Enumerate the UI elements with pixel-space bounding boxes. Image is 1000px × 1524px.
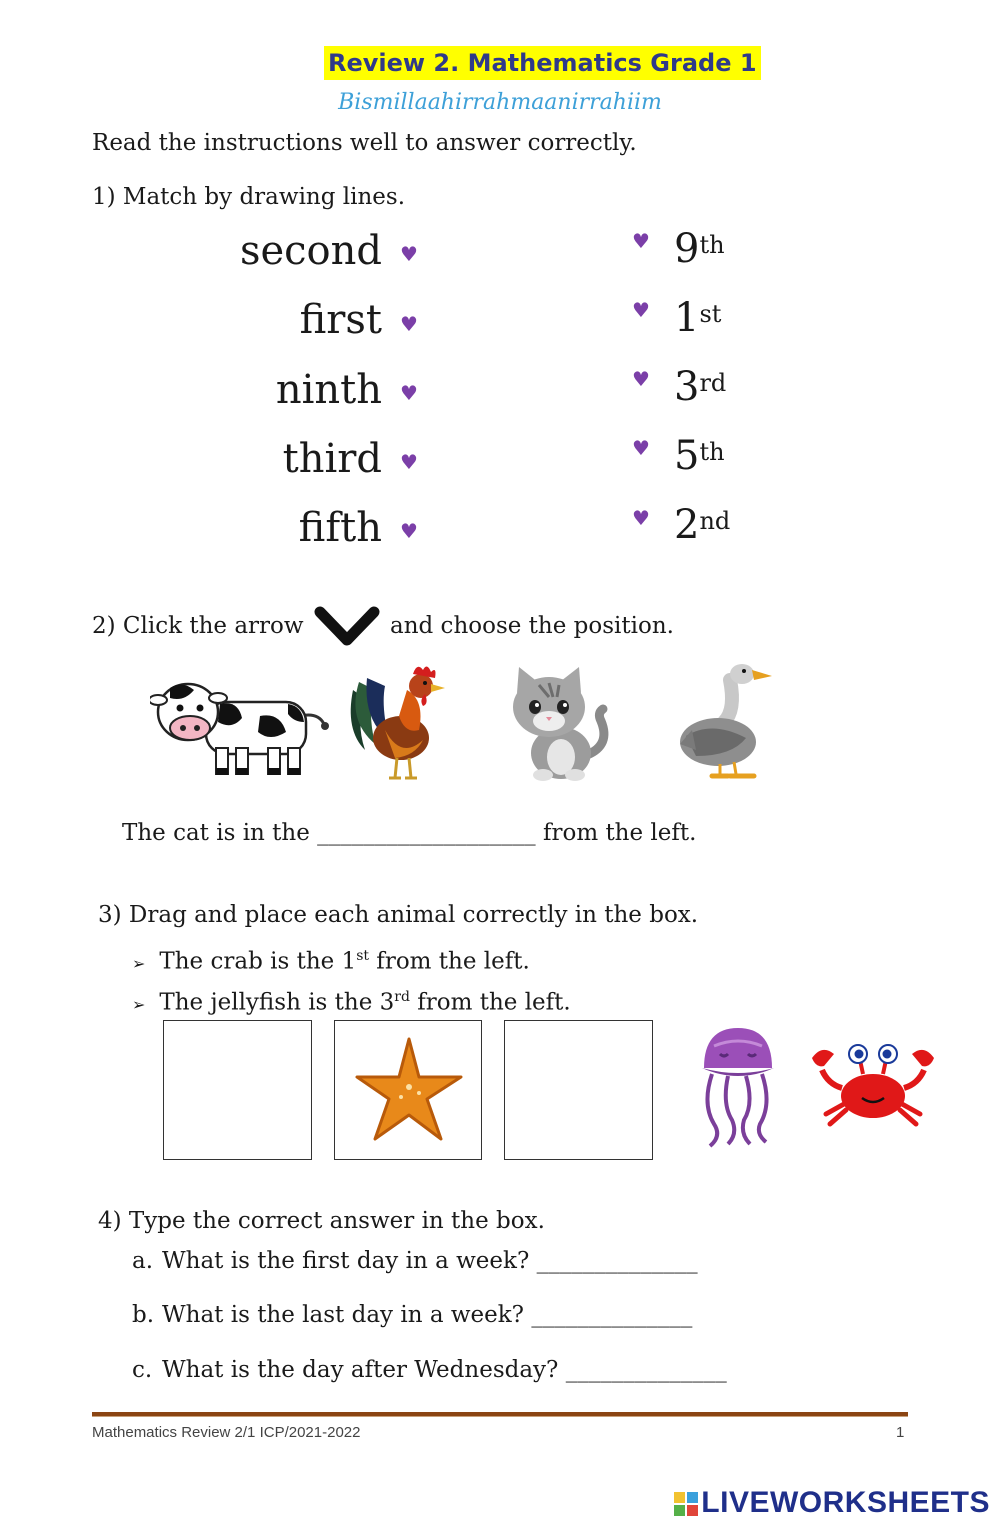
ordinal-2nd: 2nd: [674, 502, 731, 548]
match-dot-right-2[interactable]: ♥: [632, 298, 650, 322]
match-dot-right-1[interactable]: ♥: [632, 229, 650, 253]
q3-line-1: ➢ The crab is the 1st from the left.: [132, 948, 530, 975]
match-dot-left-3[interactable]: ♥: [400, 381, 418, 405]
footer-divider: [92, 1412, 908, 1417]
word-second: second: [239, 228, 382, 274]
q4-item-b: b. What is the last day in a week? ______________: [132, 1302, 693, 1328]
word-ninth: ninth: [275, 367, 382, 413]
bullet-icon: ➢: [132, 953, 146, 973]
liveworksheets-logo[interactable]: LIVEWORKSHEETS: [673, 1486, 990, 1520]
match-dot-right-5[interactable]: ♥: [632, 506, 650, 530]
ordinal-9th: 9th: [674, 226, 725, 272]
match-dot-left-1[interactable]: ♥: [400, 242, 418, 266]
bullet-icon: ➢: [132, 994, 146, 1014]
q4-item-a: a. What is the first day in a week? ______________: [132, 1248, 698, 1274]
q3-prompt: 3) Drag and place each animal correctly in the box.: [98, 902, 699, 928]
word-fifth: fifth: [298, 505, 382, 551]
page-number: 1: [896, 1424, 905, 1441]
rooster-image: [345, 660, 455, 785]
drop-box-2: [334, 1020, 482, 1160]
jellyfish-image[interactable]: [698, 1024, 778, 1148]
starfish-image: [335, 1021, 481, 1159]
drop-box-3[interactable]: [504, 1020, 653, 1160]
liveworksheets-icon: [673, 1491, 699, 1517]
footer-text: Mathematics Review 2/1 ICP/2021-2022: [92, 1424, 361, 1441]
ordinal-1st: 1st: [674, 295, 722, 341]
q2-sentence: The cat is in the ___________________ from the left.: [122, 820, 697, 846]
q3-line-2: ➢ The jellyfish is the 3rd from the left.: [132, 989, 571, 1016]
answer-input-a[interactable]: ______________: [536, 1248, 698, 1274]
word-first: first: [299, 297, 382, 343]
drop-box-1[interactable]: [163, 1020, 312, 1160]
q1-prompt: 1) Match by drawing lines.: [92, 184, 406, 210]
subtitle: Bismillaahirrahmaanirrahiim: [338, 90, 662, 115]
answer-input-c[interactable]: ______________: [565, 1357, 727, 1383]
q2-prompt-end: and choose the position.: [390, 613, 674, 639]
goose-image: [676, 660, 776, 785]
ordinal-5th: 5th: [674, 433, 725, 479]
match-dot-left-5[interactable]: ♥: [400, 519, 418, 543]
q2-prompt-start: 2) Click the arrow: [92, 613, 304, 639]
match-dot-right-3[interactable]: ♥: [632, 367, 650, 391]
match-dot-right-4[interactable]: ♥: [632, 436, 650, 460]
cat-position-dropdown[interactable]: ___________________: [317, 820, 536, 846]
answer-input-b[interactable]: ______________: [531, 1302, 693, 1328]
instruction: Read the instructions well to answer correctly.: [92, 130, 637, 156]
match-dot-left-2[interactable]: ♥: [400, 312, 418, 336]
match-dot-left-4[interactable]: ♥: [400, 450, 418, 474]
page-title: Review 2. Mathematics Grade 1: [324, 46, 761, 80]
crab-image[interactable]: [808, 1040, 938, 1130]
cow-image: [150, 672, 330, 782]
word-third: third: [282, 436, 382, 482]
q4-prompt: 4) Type the correct answer in the box.: [98, 1208, 545, 1234]
chevron-down-icon[interactable]: [314, 604, 380, 650]
q4-item-c: c. What is the day after Wednesday? ______________: [132, 1357, 727, 1383]
ordinal-3rd: 3rd: [674, 364, 727, 410]
cat-image: [505, 665, 615, 785]
